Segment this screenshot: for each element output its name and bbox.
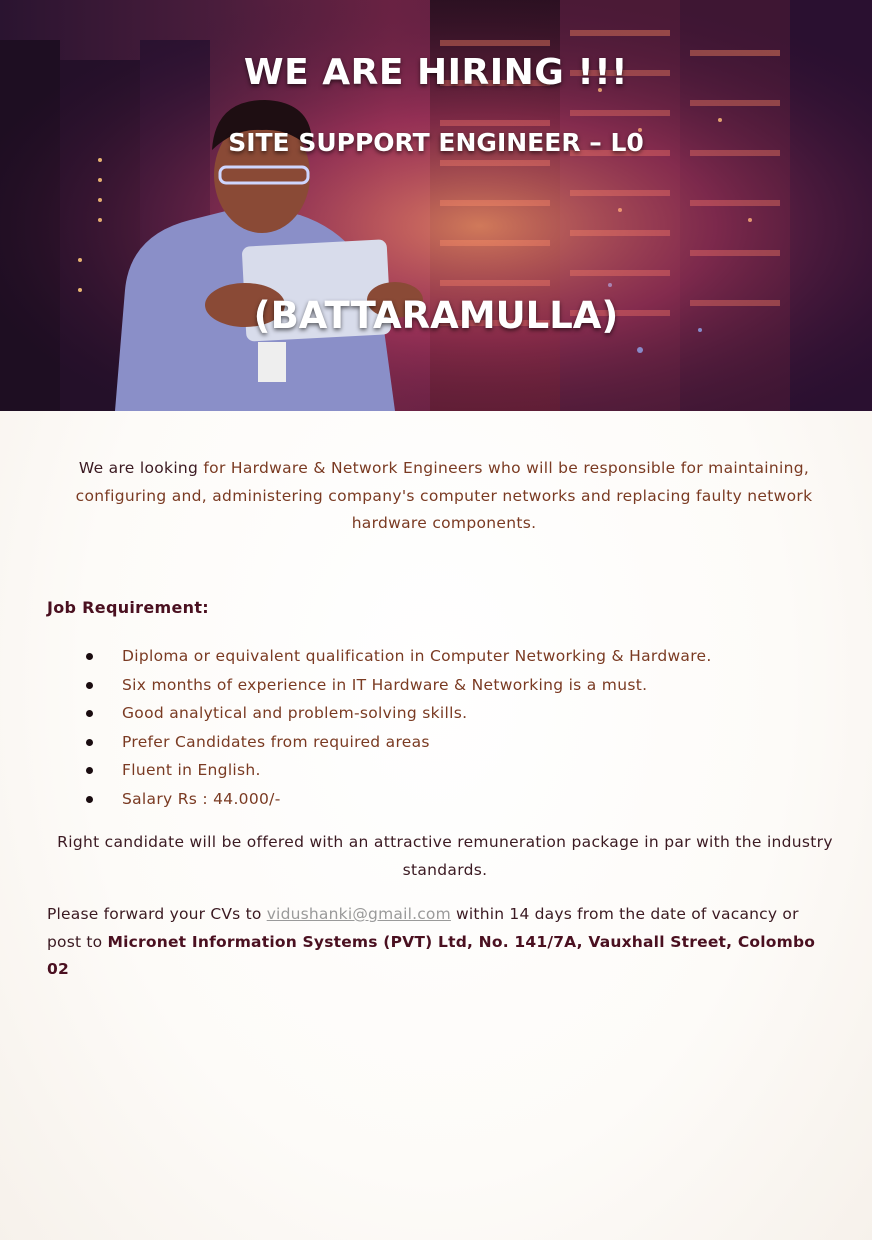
- hiring-headline: WE ARE HIRING !!!: [243, 52, 629, 93]
- hero-banner: [0, 0, 872, 411]
- intro-text: for Hardware & Network Engineers who will be responsible for maintaining, configuring and, administering company's computer networks and replacing faulty network hardware components.: [75, 459, 813, 532]
- list-item: [80, 756, 800, 785]
- email-link[interactable]: vidushanki@gmail.com: [266, 905, 451, 923]
- location-title: (BATTARAMULLA): [253, 294, 619, 337]
- list-item-text: Fluent in English.: [122, 761, 261, 779]
- apply-instructions: [47, 901, 837, 984]
- position-title: SITE SUPPORT ENGINEER – L0: [228, 128, 644, 157]
- list-item: [80, 785, 800, 814]
- apply-prefix: Please forward your CVs to: [47, 905, 267, 923]
- bullet-icon: [86, 767, 93, 774]
- intro-lead: We are looking: [78, 459, 204, 477]
- list-item-text: Salary Rs : 44.000/-: [122, 789, 281, 808]
- bullet-icon: [86, 796, 93, 803]
- apply-middle: within 14 days from the date of vacancy or post to: [47, 905, 799, 951]
- bullet-icon: [86, 739, 93, 746]
- postal-address: Micronet Information Systems (PVT) Ltd, No. 141/7A, Vauxhall Street, Colombo 02: [47, 932, 816, 978]
- bullet-icon: [86, 682, 93, 689]
- list-item: [80, 642, 800, 671]
- list-item: [80, 728, 800, 757]
- list-item: [80, 671, 800, 700]
- bullet-icon: [86, 710, 93, 717]
- list-item-text: Six months of experience in IT Hardware & Networking is a must.: [122, 675, 648, 694]
- offer-paragraph: Right candidate will be offered with an attractive remuneration package in par with the industry standards.: [57, 833, 833, 879]
- list-item-text: Prefer Candidates from required areas: [122, 732, 430, 751]
- requirements-list: [80, 642, 800, 813]
- list-item: [80, 699, 800, 728]
- list-item-text: Diploma or equivalent qualification in Computer Networking & Hardware.: [122, 647, 712, 665]
- bullet-icon: [86, 653, 93, 660]
- requirements-heading: Job Requirement:: [47, 598, 209, 617]
- intro-paragraph: [52, 455, 836, 538]
- list-item-text: Good analytical and problem-solving skills.: [122, 704, 468, 722]
